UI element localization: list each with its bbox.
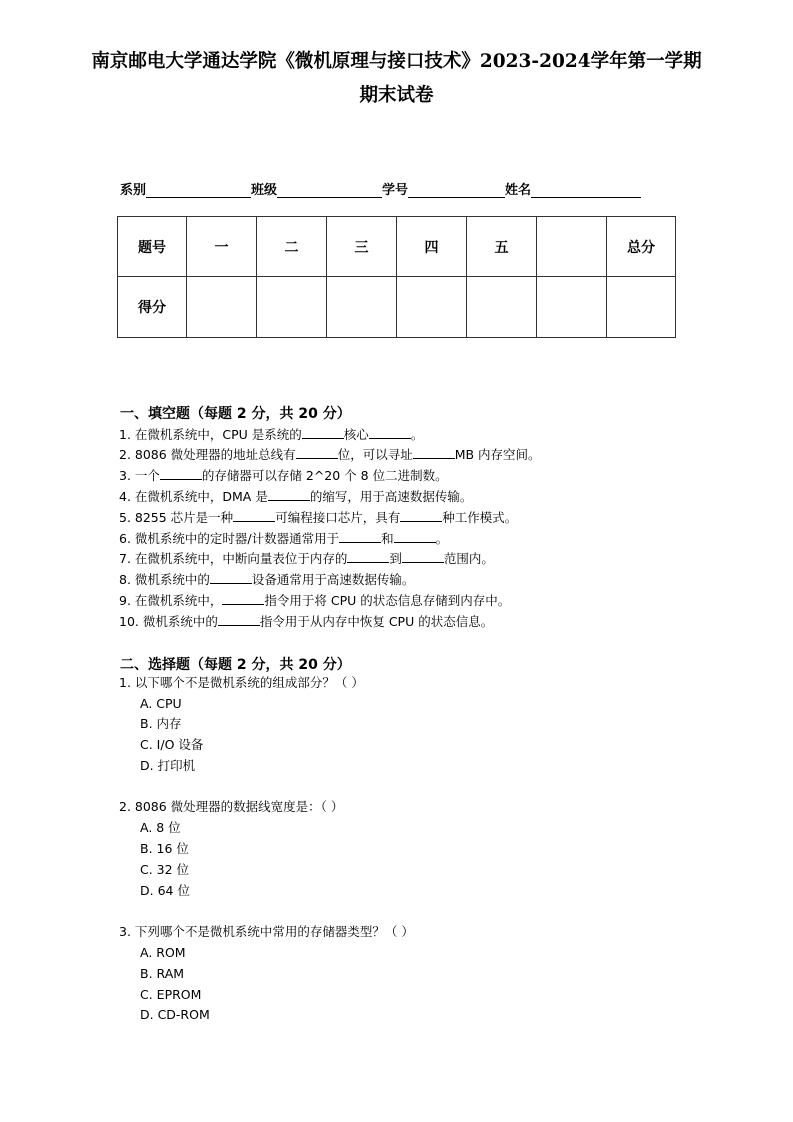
answer-blank[interactable] xyxy=(413,446,455,459)
score-cell-4[interactable] xyxy=(397,277,467,338)
column-header-3: 三 xyxy=(327,217,397,277)
name-label: 姓名 xyxy=(505,183,532,198)
answer-blank[interactable] xyxy=(210,571,252,584)
answer-blank[interactable] xyxy=(302,426,344,439)
fill-question-8 xyxy=(119,571,414,588)
question-text: 。 xyxy=(435,531,449,546)
score-cell-5[interactable] xyxy=(467,277,537,338)
class-field[interactable] xyxy=(277,183,382,198)
fill-question-5 xyxy=(119,509,517,526)
fill-question-7 xyxy=(119,550,494,567)
choice-question-1-option-c[interactable]: C. I/O 设备 xyxy=(140,737,204,752)
answer-blank[interactable] xyxy=(233,509,275,522)
choice-question-2-option-a[interactable]: A. 8 位 xyxy=(140,820,181,835)
question-text: 核心 xyxy=(343,427,369,442)
column-header-1: 一 xyxy=(187,217,257,277)
choice-question-3-option-c[interactable]: C. EPROM xyxy=(140,987,202,1002)
question-text: 3. 一个 xyxy=(119,468,160,483)
total-score-cell[interactable] xyxy=(607,277,676,338)
student-info-row xyxy=(120,180,665,198)
question-text: 10. 微机系统中的 xyxy=(119,614,218,629)
question-text: MB 内存空间。 xyxy=(454,447,541,462)
question-text: 。 xyxy=(410,427,424,442)
score-cell-6[interactable] xyxy=(537,277,607,338)
question-text: 范围内。 xyxy=(443,551,494,566)
choice-question-3-option-b[interactable]: B. RAM xyxy=(140,966,185,981)
score-table-header-row xyxy=(118,217,676,277)
answer-blank[interactable] xyxy=(160,467,202,480)
section2-title: 二、选择题（每题 2 分，共 20 分） xyxy=(120,657,351,673)
student-id-field[interactable] xyxy=(408,183,505,198)
score-label: 得分 xyxy=(118,277,187,338)
fill-question-4 xyxy=(119,488,472,505)
choice-question-3-option-a[interactable]: A. ROM xyxy=(140,945,186,960)
answer-blank[interactable] xyxy=(296,446,338,459)
fill-question-3 xyxy=(119,467,448,484)
exam-title-line1: 南京邮电大学通达学院《微机原理与接口技术》2023-2024学年第一学期 xyxy=(91,51,702,72)
question-text: 1. 在微机系统中，CPU 是系统的 xyxy=(119,427,302,442)
choice-question-2-option-c[interactable]: C. 32 位 xyxy=(140,862,190,877)
question-text: 位，可以寻址 xyxy=(337,447,413,462)
fill-question-2 xyxy=(119,446,541,463)
choice-question-1-stem: 1. 以下哪个不是微机系统的组成部分？（ ） xyxy=(119,675,364,690)
question-text: 可编程接口芯片，具有 xyxy=(275,510,401,525)
choice-question-2-stem: 2. 8086 微处理器的数据线宽度是：（ ） xyxy=(119,799,344,814)
question-text: 的存储器可以存储 2^20 个 8 位二进制数。 xyxy=(201,468,448,483)
score-table xyxy=(117,216,676,338)
department-label: 系别 xyxy=(120,183,147,198)
department-field[interactable] xyxy=(146,183,251,198)
class-label: 班级 xyxy=(251,183,278,198)
choice-question-1-option-b[interactable]: B. 内存 xyxy=(140,716,182,731)
choice-question-2-option-d[interactable]: D. 64 位 xyxy=(140,883,190,898)
question-text: 指令用于从内存中恢复 CPU 的状态信息。 xyxy=(259,614,494,629)
question-text: 和 xyxy=(381,531,394,546)
column-header-2: 二 xyxy=(257,217,327,277)
question-text: 6. 微机系统中的定时器/计数器通常用于 xyxy=(119,531,340,546)
answer-blank[interactable] xyxy=(339,530,381,543)
score-cell-1[interactable] xyxy=(187,277,257,338)
answer-blank[interactable] xyxy=(347,550,389,563)
section1-title: 一、填空题（每题 2 分，共 20 分） xyxy=(120,406,351,422)
question-text: 8. 微机系统中的 xyxy=(119,572,210,587)
answer-blank[interactable] xyxy=(394,530,436,543)
column-header-4: 四 xyxy=(397,217,467,277)
answer-blank[interactable] xyxy=(222,592,264,605)
choice-question-3-option-d[interactable]: D. CD-ROM xyxy=(140,1007,210,1022)
score-cell-2[interactable] xyxy=(257,277,327,338)
total-score-header: 总分 xyxy=(607,217,676,277)
question-text: 5. 8255 芯片是一种 xyxy=(119,510,234,525)
choice-question-1-option-d[interactable]: D. 打印机 xyxy=(140,758,196,773)
student-id-label: 学号 xyxy=(382,183,409,198)
name-field[interactable] xyxy=(531,183,641,198)
answer-blank[interactable] xyxy=(268,488,310,501)
answer-blank[interactable] xyxy=(402,550,444,563)
column-header-5: 五 xyxy=(467,217,537,277)
fill-question-6 xyxy=(119,530,448,547)
question-text: 设备通常用于高速数据传输。 xyxy=(251,572,415,587)
question-text: 7. 在微机系统中，中断向量表位于内存的 xyxy=(119,551,348,566)
answer-blank[interactable] xyxy=(369,426,411,439)
choice-question-3-stem: 3. 下列哪个不是微机系统中常用的存储器类型？（ ） xyxy=(119,924,414,939)
question-text: 9. 在微机系统中， xyxy=(119,593,223,608)
choice-question-2-option-b[interactable]: B. 16 位 xyxy=(140,841,189,856)
question-text: 的缩写，用于高速数据传输。 xyxy=(309,489,473,504)
fill-question-1 xyxy=(119,426,423,443)
score-table-score-row xyxy=(118,277,676,338)
answer-blank[interactable] xyxy=(400,509,442,522)
question-text: 2. 8086 微处理器的地址总线有 xyxy=(119,447,296,462)
score-cell-3[interactable] xyxy=(327,277,397,338)
question-number-header: 题号 xyxy=(118,217,187,277)
question-text: 4. 在微机系统中，DMA 是 xyxy=(119,489,268,504)
question-text: 到 xyxy=(389,551,402,566)
answer-blank[interactable] xyxy=(218,613,260,626)
column-header-6 xyxy=(537,217,607,277)
question-text: 种工作模式。 xyxy=(442,510,518,525)
fill-question-9 xyxy=(119,592,510,609)
exam-title-line2: 期末试卷 xyxy=(359,85,434,106)
fill-question-10 xyxy=(119,613,493,630)
question-text: 指令用于将 CPU 的状态信息存储到内存中。 xyxy=(264,593,511,608)
choice-question-1-option-a[interactable]: A. CPU xyxy=(140,696,182,711)
